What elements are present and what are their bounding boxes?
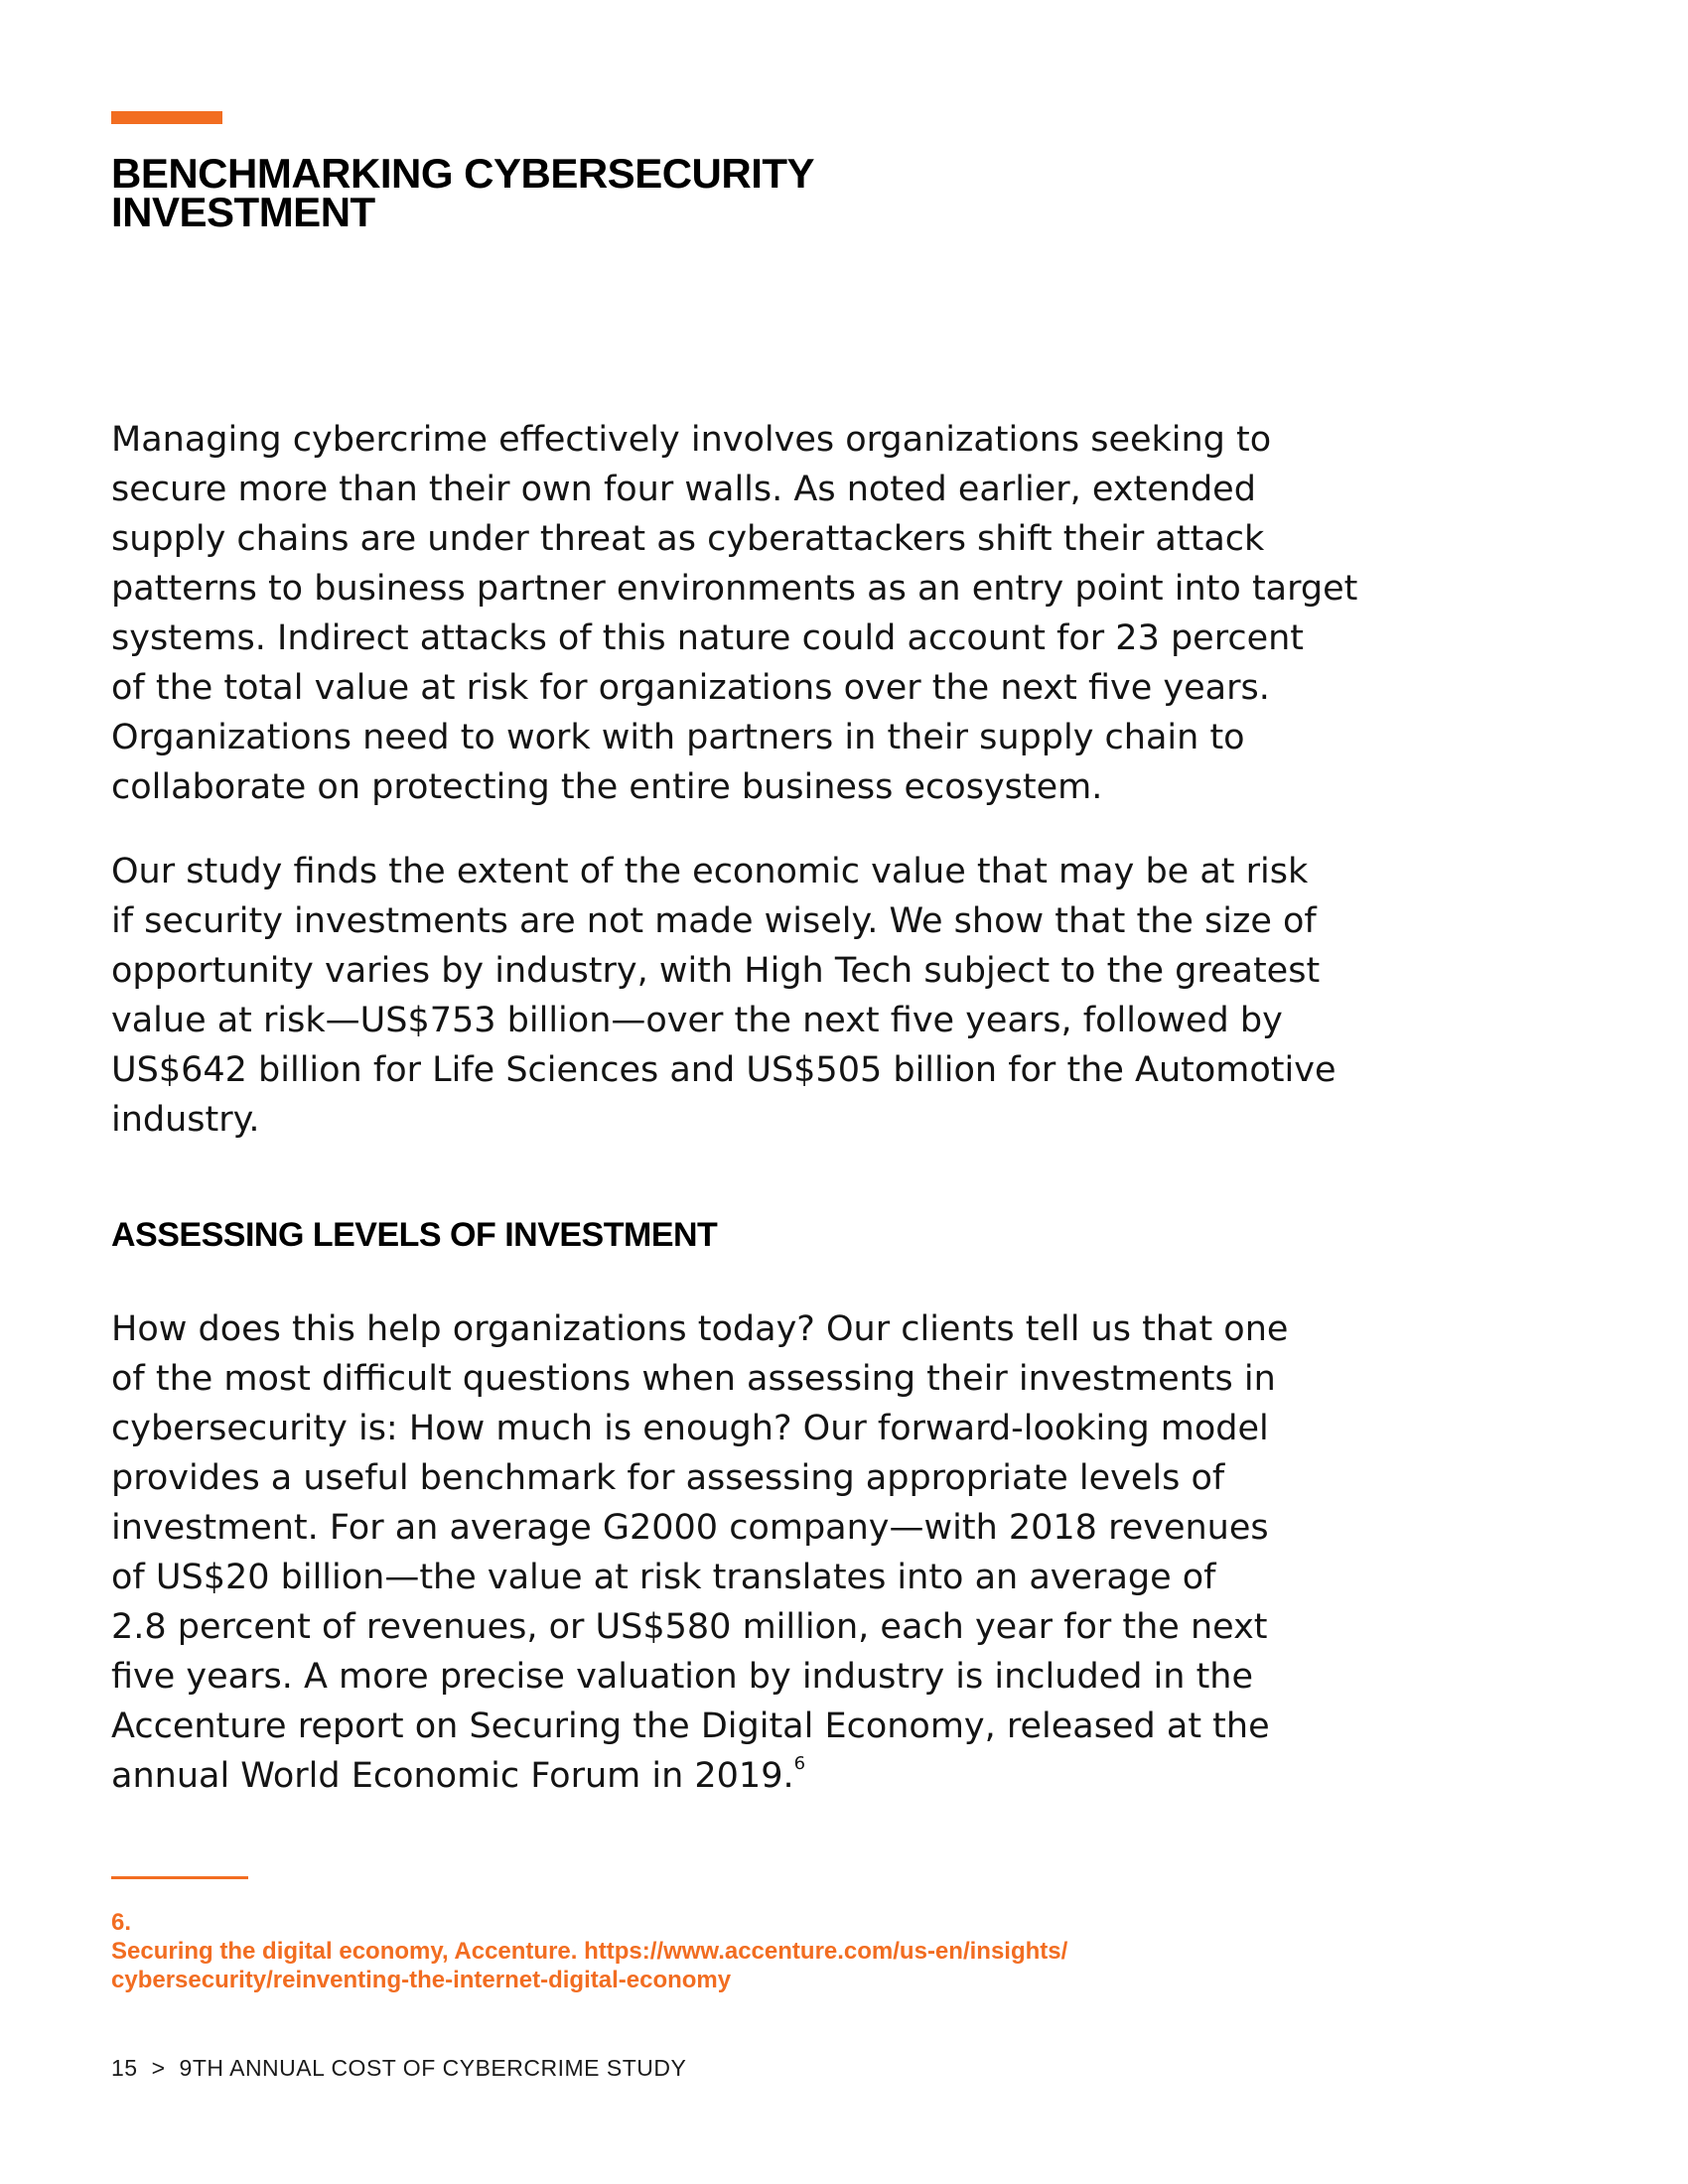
body-paragraph: [111, 847, 1336, 1145]
page-title-line: BENCHMARKING CYBERSECURITY: [111, 150, 815, 197]
text-line: patterns to business partner environments as an entry point into target: [111, 569, 1358, 609]
page-number: 15: [111, 2055, 138, 2081]
text-line-with-footnote: [111, 1751, 1333, 1801]
text-line: US$642 billion for Life Sciences and US$505 billion for the Automotive: [111, 1050, 1336, 1090]
text-line: industry.: [111, 1100, 260, 1140]
footer-separator: >: [151, 2055, 166, 2081]
footnote-line: [111, 1908, 1067, 1966]
text-line: value at risk—US$753 billion—over the next five years, followed by: [111, 1001, 1283, 1040]
text-line: 2.8 percent of revenues, or US$580 million, each year for the next: [111, 1607, 1268, 1647]
text-line: of the most difficult questions when assessing their investments in: [111, 1359, 1276, 1399]
text-line: cybersecurity is: How much is enough? Our forward-looking model: [111, 1409, 1269, 1448]
footnote-reference[interactable]: 6: [793, 1753, 806, 1774]
text-line: collaborate on protecting the entire business ecosystem.: [111, 767, 1103, 807]
text-line: opportunity varies by industry, with High Tech subject to the greatest: [111, 951, 1321, 991]
footnote-text[interactable]: Securing the digital economy, Accenture. https://www.accenture.com/us-en/insights/: [111, 1938, 1068, 1965]
publication-title: 9TH ANNUAL COST OF CYBERCRIME STUDY: [179, 2055, 687, 2081]
text-line: Accenture report on Securing the Digital Economy, released at the: [111, 1706, 1270, 1746]
text-line: if security investments are not made wisely. We show that the size of: [111, 901, 1317, 941]
text-line: Our study finds the extent of the economic value that may be at risk: [111, 852, 1309, 891]
text-line: How does this help organizations today? Our clients tell us that one: [111, 1309, 1289, 1349]
footnote-url-continuation[interactable]: cybersecurity/reinventing-the-internet-digital-economy: [111, 1967, 732, 1993]
text-line: secure more than their own four walls. As noted earlier, extended: [111, 470, 1256, 509]
page-title-line: INVESTMENT: [111, 189, 375, 235]
text-line: of the total value at risk for organizations over the next five years.: [111, 668, 1270, 708]
text-line: annual World Economic Forum in 2019.: [111, 1756, 794, 1796]
footnote-divider: [111, 1876, 248, 1879]
text-line: provides a useful benchmark for assessing appropriate levels of: [111, 1458, 1225, 1498]
section-paragraph: [111, 1304, 1333, 1801]
text-line: of US$20 billion—the value at risk translates into an average of: [111, 1558, 1216, 1597]
section-heading: ASSESSING LEVELS OF INVESTMENT: [111, 1216, 718, 1254]
text-line: investment. For an average G2000 company—with 2018 revenues: [111, 1508, 1269, 1548]
accent-bar: [111, 111, 222, 124]
text-line: Managing cybercrime effectively involves organizations seeking to: [111, 420, 1272, 460]
footnote-number: 6.: [111, 1909, 132, 1936]
footnote: [111, 1908, 1067, 1994]
page-footer: [111, 2053, 700, 2083]
text-line: systems. Indirect attacks of this nature could account for 23 percent: [111, 618, 1305, 658]
page-title: [111, 150, 815, 235]
body-paragraph: [111, 415, 1358, 812]
text-line: supply chains are under threat as cyberattackers shift their attack: [111, 519, 1265, 559]
text-line: five years. A more precise valuation by industry is included in the: [111, 1657, 1254, 1697]
text-line: Organizations need to work with partners in their supply chain to: [111, 718, 1245, 757]
